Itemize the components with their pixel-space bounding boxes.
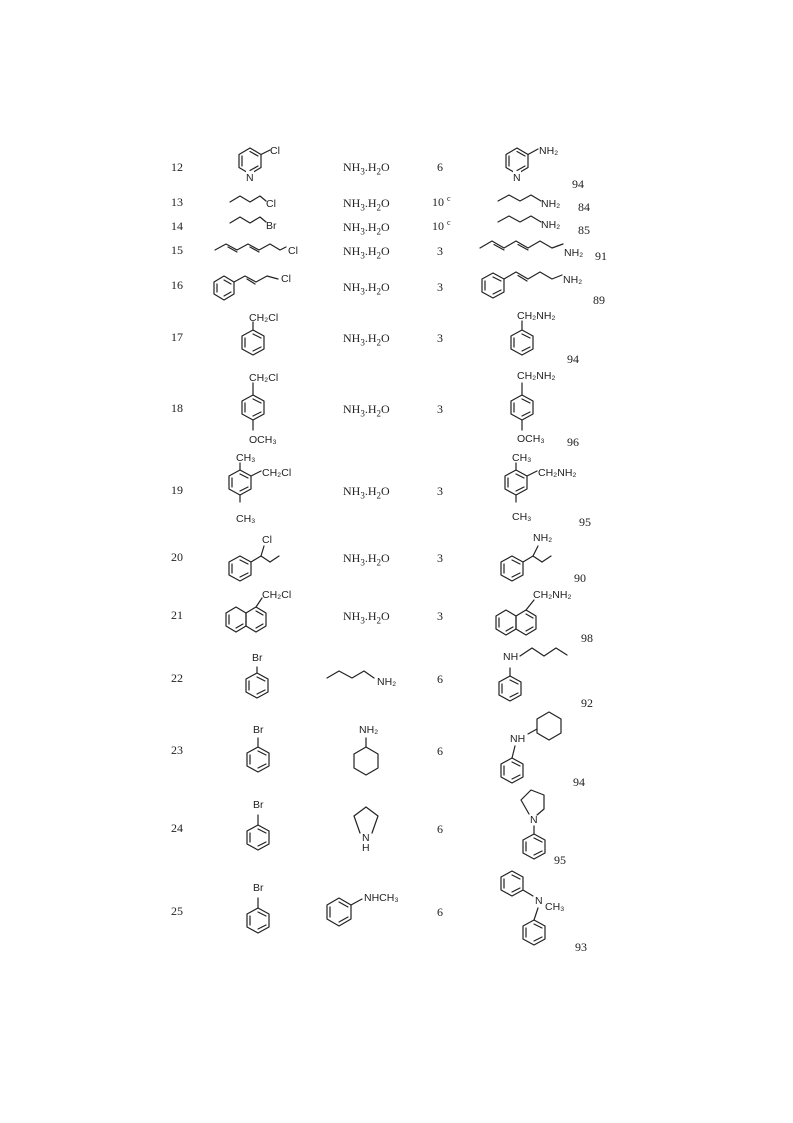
atom-label: OCH₃	[517, 433, 545, 445]
yield-value: 90	[574, 571, 586, 585]
structure-hexadienylamine	[480, 241, 583, 259]
reagent-ammonia: $NH_3.H_2O$	[343, 551, 390, 568]
entry-number: 22	[171, 671, 183, 685]
atom-label: N	[362, 832, 370, 844]
yield-value: 98	[581, 631, 593, 645]
structure-4-methoxybenzyl-chloride	[242, 372, 278, 446]
structure-cyclohexylamine	[354, 724, 378, 775]
yield-value: 95	[554, 853, 566, 867]
structure-pyrrolidine	[354, 807, 378, 854]
entry-number: 20	[171, 550, 183, 564]
entry-number: 13	[171, 195, 183, 209]
atom-label: Cl	[262, 534, 272, 546]
atom-label: CH₃	[545, 901, 565, 913]
entry-number: 12	[171, 160, 183, 174]
yield-value: 92	[581, 696, 593, 710]
reaction-time: 3	[437, 331, 443, 345]
reaction-time: 6	[437, 744, 443, 758]
structure-n-methylaniline	[327, 892, 399, 926]
reagent-ammonia: $NH_3.H_2O$	[343, 220, 390, 237]
reaction-time: 3	[437, 244, 443, 258]
entry-number: 17	[171, 330, 183, 344]
structure-bromobenzene	[247, 799, 269, 850]
structure-dimethylbenzyl-chloride	[229, 452, 291, 525]
structure-n-butylaniline	[499, 648, 567, 701]
atom-label: CH₂Cl	[249, 312, 279, 324]
atom-label: NH₂	[563, 274, 583, 286]
reaction-time: 3	[437, 484, 443, 498]
structure-naphthylmethylamine	[496, 589, 571, 635]
reaction-time: 6	[437, 822, 443, 836]
atom-label: Cl	[288, 245, 298, 257]
reagent-ammonia: $NH_3.H_2O$	[343, 244, 390, 261]
atom-label: NH₂	[541, 219, 561, 231]
entry-number: 25	[171, 904, 183, 918]
atom-label: Cl	[281, 273, 291, 285]
atom-label: CH₂NH₂	[533, 589, 572, 601]
atom-label: NH₂	[377, 676, 397, 688]
structure-1-bromobutane	[230, 217, 277, 232]
structure-cinnamyl-chloride	[214, 273, 291, 300]
atom-label: CH₂NH₂	[517, 310, 556, 322]
atom-label: OCH₃	[249, 434, 277, 446]
structure-butylamine	[498, 216, 560, 231]
structure-cinnamylamine	[482, 272, 582, 298]
structure-bromobenzene	[247, 882, 269, 933]
atom-label: CH₂Cl	[249, 372, 279, 384]
atom-label: CH₂NH₂	[517, 370, 556, 382]
structure-butylamine	[498, 195, 560, 210]
structure-3-aminopyridine	[506, 145, 558, 184]
atom-label: NH	[510, 733, 526, 745]
yield-value: 93	[575, 940, 587, 954]
structure-phenylpropylamine	[501, 532, 552, 581]
atom-label: CH₃	[512, 511, 532, 523]
structure-chlorophenylpropane	[229, 534, 279, 581]
reagent-ammonia: $NH_3.H_2O$	[343, 331, 390, 348]
atom-label: N	[246, 172, 254, 184]
entry-number: 21	[171, 608, 183, 622]
yield-value: 94	[567, 352, 579, 366]
reaction-time: 6	[437, 672, 443, 686]
entry-number: 23	[171, 743, 183, 757]
reaction-time: 3	[437, 551, 443, 565]
reaction-time: 6	[437, 160, 443, 174]
structure-chloromethylnaphthalene	[226, 589, 291, 632]
yield-value: 91	[595, 249, 607, 263]
atom-label: Br	[253, 724, 264, 736]
atom-label: Br	[266, 220, 277, 232]
atom-label: Br	[253, 882, 264, 894]
atom-label: N	[513, 172, 521, 184]
atom-label: CH₂Cl	[262, 589, 292, 601]
entry-number: 18	[171, 401, 183, 415]
reagent-ammonia: $NH_3.H_2O$	[343, 402, 390, 419]
atom-label: CH₃	[236, 452, 256, 464]
atom-label: CH₃	[512, 452, 532, 464]
entry-number: 24	[171, 821, 183, 835]
reaction-time: 3	[437, 402, 443, 416]
atom-label: NH	[503, 651, 519, 663]
structure-1-chlorobutane	[230, 196, 276, 210]
atom-label: NH₂	[359, 724, 379, 736]
atom-label: Br	[253, 799, 264, 811]
entry-number: 15	[171, 243, 183, 257]
structure-4-methoxybenzylamine	[511, 370, 555, 445]
yield-value: 85	[578, 223, 590, 237]
yield-value: 95	[579, 515, 591, 529]
structure-benzyl-chloride	[242, 312, 278, 355]
structure-n-phenylpyrrolidine	[521, 790, 545, 859]
reaction-time: 6	[437, 905, 443, 919]
reagent-ammonia: $NH_3.H_2O$	[343, 160, 390, 177]
reagent-ammonia: $NH_3.H_2O$	[343, 280, 390, 297]
atom-label: NHCH₃	[364, 892, 399, 904]
yield-value: 96	[567, 435, 579, 449]
reaction-time: 3	[437, 280, 443, 294]
structure-n-cyclohexylaniline	[501, 712, 561, 783]
structure-bromobenzene	[246, 652, 268, 698]
reaction-time: 10 $^c$	[432, 194, 451, 209]
structure-bromobenzene	[247, 724, 269, 772]
atom-label: H	[362, 842, 370, 854]
reagent-ammonia: $NH_3.H_2O$	[343, 196, 390, 213]
structure-dimethylbenzylamine	[505, 452, 576, 523]
structure-n-methyldiphenylamine	[501, 871, 564, 945]
atom-label: Cl	[266, 198, 276, 210]
atom-label: Br	[252, 652, 263, 664]
atom-label: CH₃	[236, 513, 256, 525]
atom-label: NH₂	[539, 145, 559, 157]
atom-label: CH₂Cl	[262, 467, 292, 479]
entry-number: 16	[171, 278, 183, 292]
reagent-ammonia: $NH_3.H_2O$	[343, 484, 390, 501]
entry-number: 14	[171, 219, 183, 233]
atom-label: N	[530, 814, 538, 826]
yield-value: 94	[573, 775, 585, 789]
reagent-ammonia: $NH_3.H_2O$	[343, 609, 390, 626]
atom-label: N	[535, 895, 543, 907]
atom-label: CH₂NH₂	[538, 467, 577, 479]
reaction-time: 3	[437, 609, 443, 623]
structure-hexadienyl-chloride	[215, 244, 298, 257]
atom-label: NH₂	[564, 247, 584, 259]
structure-3-chloropyridine	[239, 145, 280, 184]
yield-value: 89	[593, 293, 605, 307]
yield-value: 94	[572, 177, 584, 191]
atom-label: NH₂	[541, 198, 561, 210]
structure-n-butylamine	[327, 671, 396, 688]
reaction-time: 10 $^c$	[432, 218, 451, 233]
yield-value: 84	[578, 200, 590, 214]
atom-label: NH₂	[533, 532, 553, 544]
entry-number: 19	[171, 483, 183, 497]
atom-label: Cl	[270, 145, 280, 157]
structure-benzylamine	[511, 310, 555, 355]
